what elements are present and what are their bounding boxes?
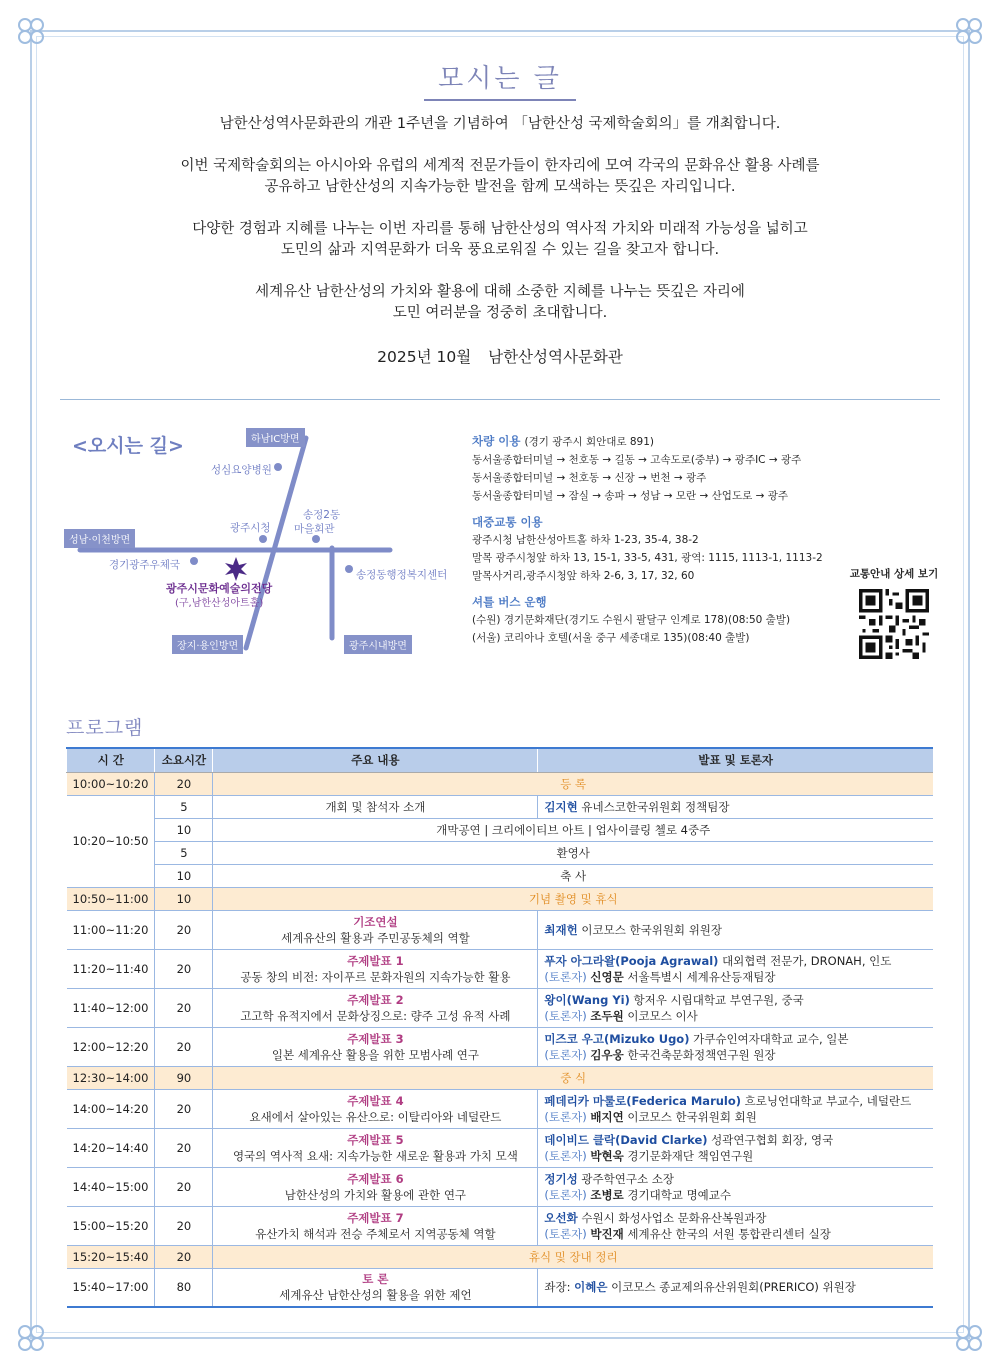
event-cell: 개막공연 | 크리에이티브 아트 | 업사이클링 첼로 4중주: [213, 818, 933, 841]
content-cell: [213, 1167, 538, 1206]
discussant-role: (토론자): [544, 969, 587, 984]
intro-line: 도민의 삶과 지역문화가 더욱 풍요로워질 수 있는 길을 찾고자 합니다.: [280, 242, 720, 258]
transit-heading: 대중교통 이용: [472, 515, 543, 529]
event-cell: 등 록: [213, 772, 933, 795]
table-row: [67, 1245, 934, 1268]
session-type: 기조연설: [353, 914, 398, 929]
invitation-text: [0, 114, 1000, 345]
qr-label: 교통안내 상세 보기: [849, 568, 939, 580]
corner-knot-icon: [10, 10, 56, 56]
intro-line: 세계유산 남한산성의 가치와 활용에 대해 소중한 지혜를 나누는 뜻깊은 자리에: [255, 284, 745, 300]
speaker-name: 페데리카 마룰로(Federica Marulo): [544, 1093, 742, 1108]
table-row: [67, 910, 934, 949]
directions: [472, 432, 842, 655]
route-line: 동서울종합터미널 → 천호동 → 길동 → 고속도로(중부) → 광주IC → 광주: [472, 454, 802, 466]
venue-former-name: (구,남한산성아트홀): [175, 598, 264, 609]
intro-line: 공유하고 남한산성의 지속가능한 발전을 함께 모색하는 뜻깊은 자리입니다.: [264, 179, 736, 195]
discussant-role: (토론자): [544, 1187, 587, 1202]
table-row: [67, 1167, 934, 1206]
content-cell: [213, 949, 538, 988]
venue-name: 광주시문화예술의전당: [166, 582, 273, 595]
duration-cell: 20: [155, 910, 213, 949]
time-cell: 15:40~17:00: [67, 1268, 155, 1307]
duration-cell: 90: [155, 1066, 213, 1089]
event-cell: 축 사: [213, 864, 933, 887]
signature-date: 2025년 10월: [377, 348, 472, 366]
time-cell: 12:30~14:00: [67, 1066, 155, 1089]
table-row: [67, 1206, 934, 1245]
table-row: [67, 1089, 934, 1128]
speaker-name: 김지현: [544, 799, 578, 814]
speaker-affiliation: 대외협력 전문가, DRONAH, 인도: [718, 953, 892, 968]
time-cell: 15:00~15:20: [67, 1206, 155, 1245]
content-cell: [213, 910, 538, 949]
session-title: 세계유산 남한산성의 활용을 위한 제언: [279, 1288, 472, 1303]
speaker-cell: [538, 795, 933, 818]
event-cell: 환영사: [213, 841, 933, 864]
time-cell: 11:40~12:00: [67, 988, 155, 1027]
map-title: <오시는 길>: [72, 435, 184, 457]
table-row: [67, 949, 934, 988]
program-title: 프로그램: [66, 717, 144, 739]
signature-org: 남한산성역사문화관: [488, 348, 623, 366]
signature: [0, 345, 1000, 367]
time-cell: 14:00~14:20: [67, 1089, 155, 1128]
location-map: [60, 420, 460, 660]
time-cell: 10:50~11:00: [67, 887, 155, 910]
speaker-affiliation: 항저우 시립대학교 부연구원, 중국: [629, 992, 804, 1007]
session-title: 공동 창의 비전: 자이푸르 문화자원의 지속가능한 활용: [240, 969, 511, 984]
time-cell: 11:00~11:20: [67, 910, 155, 949]
column-header: 시 간: [67, 748, 155, 772]
bus-line: 광주시청 남한산성아트홀 하차 1-23, 35-4, 38-2: [472, 534, 699, 546]
session-type: 주제발표 6: [347, 1171, 404, 1186]
speaker-affiliation: 이코모스 한국위원회 위원장: [577, 922, 723, 937]
speaker-affiliation: 성곽연구협회 회장, 영국: [707, 1132, 834, 1147]
content-cell: 개회 및 참석자 소개: [213, 795, 538, 818]
car-heading: [472, 432, 842, 451]
column-header: 발표 및 토론자: [538, 748, 933, 772]
time-cell: 11:20~11:40: [67, 949, 155, 988]
event-cell: 기념 촬영 및 휴식: [213, 887, 933, 910]
corner-knot-icon: [10, 1313, 56, 1359]
duration-cell: 20: [155, 1167, 213, 1206]
intro-paragraph: [0, 156, 1000, 198]
venue-label: [166, 581, 272, 611]
session-type: 주제발표 3: [347, 1031, 404, 1046]
table-row: [67, 1128, 934, 1167]
bus-line: 말목 광주시청앞 하차 13, 15-1, 33-5, 431, 광역: 1115, 1113-1, 1113-2: [472, 552, 823, 564]
session-type: 주제발표 4: [347, 1093, 404, 1108]
duration-cell: 10: [155, 818, 213, 841]
speaker-cell: [538, 1167, 933, 1206]
divider: [60, 399, 940, 400]
map-landmark: 성심요양병원: [211, 464, 272, 476]
table-row: [67, 1027, 934, 1066]
moderator-affiliation: 이코모스 종교제의유산위원회(PRERICO) 위원장: [607, 1280, 856, 1295]
session-type: 주제발표 5: [347, 1132, 404, 1147]
duration-cell: 20: [155, 772, 213, 795]
event-cell: 휴식 및 장내 정리: [213, 1245, 933, 1268]
venue-star-icon: [225, 557, 247, 581]
speaker-affiliation: 유네스코한국위원회 정책팀장: [577, 799, 730, 814]
direction-tag: 장지·용인방면: [172, 635, 243, 654]
discussant-affiliation: 서울특별시 세계유산등재팀장: [623, 969, 776, 984]
speaker-cell: [538, 988, 933, 1027]
time-cell: 14:40~15:00: [67, 1167, 155, 1206]
speaker-name: 미즈코 우고(Mizuko Ugo): [544, 1031, 690, 1046]
qr-section[interactable]: [846, 566, 942, 663]
table-row: [67, 1268, 934, 1307]
duration-cell: 20: [155, 1089, 213, 1128]
map-landmark: 광주시청: [230, 522, 271, 534]
discussant-role: (토론자): [544, 1226, 587, 1241]
intro-line: 남한산성역사문화관의 개관 1주년을 기념하여 「남한산성 국제학술회의」를 개최합니다.: [219, 116, 781, 132]
discussant-role: (토론자): [544, 1148, 587, 1163]
duration-cell: 20: [155, 1027, 213, 1066]
duration-cell: 20: [155, 949, 213, 988]
session-type: 토 론: [362, 1272, 389, 1287]
discussant-name: 박현욱: [590, 1148, 624, 1163]
discussant-affiliation: 경기문화재단 책임연구원: [623, 1148, 754, 1163]
table-row: [67, 818, 934, 841]
session-type: 주제발표 7: [347, 1210, 404, 1225]
duration-cell: 20: [155, 1128, 213, 1167]
duration-cell: 10: [155, 864, 213, 887]
direction-tag: 성남·이천방면: [64, 529, 135, 548]
duration-cell: 5: [155, 795, 213, 818]
session-title: 영국의 역사적 요새: 지속가능한 새로운 활용과 가치 모색: [232, 1148, 518, 1163]
column-header: 소요시간: [155, 748, 213, 772]
speaker-cell: [538, 1268, 933, 1307]
car-section: [472, 432, 842, 505]
bus-line: 말목사거리,광주시청앞 하차 2-6, 3, 17, 32, 60: [472, 570, 695, 582]
session-type: 주제발표 2: [347, 992, 404, 1007]
time-cell: 12:00~12:20: [67, 1027, 155, 1066]
time-cell: 10:20~10:50: [67, 795, 155, 887]
content-cell: [213, 1089, 538, 1128]
speaker-affiliation: 수원시 화성사업소 문화유산복원과장: [577, 1210, 767, 1225]
corner-knot-icon: [944, 1313, 990, 1359]
content-cell: [213, 988, 538, 1027]
discussant-affiliation: 한국건축문화정책연구원 원장: [623, 1047, 776, 1062]
intro-paragraph: [0, 219, 1000, 261]
table-row: [67, 772, 934, 795]
speaker-affiliation: 광주학연구소 소장: [577, 1171, 674, 1186]
qr-code-icon[interactable]: [859, 589, 929, 659]
duration-cell: 20: [155, 1206, 213, 1245]
discussant-affiliation: 이코모스 이사: [623, 1008, 698, 1023]
content-cell: [213, 1206, 538, 1245]
discussant-name: 배지연: [590, 1109, 624, 1124]
car-title: 차량 이용: [472, 434, 521, 448]
speaker-cell: [538, 1089, 933, 1128]
intro-line: 도민 여러분을 정중히 초대합니다.: [392, 305, 608, 321]
time-cell: 10:00~10:20: [67, 772, 155, 795]
table-header-row: [67, 748, 934, 772]
discussant-name: 조병로: [590, 1187, 624, 1202]
table-row: [67, 887, 934, 910]
discussant-name: 김우웅: [590, 1047, 624, 1062]
speaker-cell: [538, 1027, 933, 1066]
discussant-affiliation: 경기대학교 명예교수: [623, 1187, 732, 1202]
discussant-name: 신영문: [590, 969, 624, 984]
moderator-label: 좌장:: [544, 1280, 575, 1295]
content-cell: [213, 1268, 538, 1307]
map-landmark: 송정2동: [303, 509, 341, 521]
speaker-name: 푸자 아그라왈(Pooja Agrawal): [544, 953, 719, 968]
discussant-role: (토론자): [544, 1109, 587, 1124]
moderator-name: 이혜은: [574, 1280, 608, 1295]
route-line: 동서울종합터미널 → 천호동 → 신장 → 번천 → 광주: [472, 472, 707, 484]
speaker-name: 오선화: [544, 1210, 578, 1225]
intro-line: 이번 국제학술회의는 아시아와 유럽의 세계적 전문가들이 한자리에 모여 각국의 문화유산 활용 사례를: [180, 158, 820, 174]
content-cell: [213, 1027, 538, 1066]
intro-line: 다양한 경험과 지혜를 나누는 이번 자리를 통해 남한산성의 역사적 가치와 미래적 가능성을 넓히고: [192, 221, 808, 237]
intro-paragraph: [0, 114, 1000, 135]
shuttle-line: (수원) 경기문화재단(경기도 수원시 팔달구 인계로 178)(08:50 출발): [472, 614, 791, 626]
table-row: [67, 795, 934, 818]
speaker-cell: [538, 1128, 933, 1167]
speaker-cell: [538, 910, 933, 949]
speaker-cell: [538, 1206, 933, 1245]
duration-cell: 5: [155, 841, 213, 864]
column-header: 주요 내용: [213, 748, 538, 772]
session-title: 세계유산의 활용과 주민공동체의 역할: [281, 930, 470, 945]
shuttle-heading: 셔틀 버스 운행: [472, 595, 547, 609]
session-title: 일본 세계유산 활용을 위한 모범사례 연구: [271, 1047, 479, 1062]
table-row: [67, 841, 934, 864]
discussant-role: (토론자): [544, 1047, 587, 1062]
page-title: 모시는 글: [424, 58, 576, 101]
shuttle-line: (서울) 코리아나 호텔(서울 중구 세종대로 135)(08:40 출발): [472, 632, 750, 644]
table-row: [67, 864, 934, 887]
map-landmark: 마을회관: [294, 523, 335, 535]
map-landmark: 경기광주우체국: [109, 559, 181, 571]
discussant-affiliation: 이코모스 한국위원회 회원: [623, 1109, 757, 1124]
speaker-name: 정기성: [544, 1171, 578, 1186]
program-table: [66, 747, 933, 1308]
speaker-cell: [538, 949, 933, 988]
duration-cell: 20: [155, 988, 213, 1027]
duration-cell: 80: [155, 1268, 213, 1307]
duration-cell: 20: [155, 1245, 213, 1268]
content-cell: [213, 1128, 538, 1167]
direction-tag: 광주시내방면: [344, 635, 412, 654]
speaker-affiliation: 흐로닝언대학교 부교수, 네덜란드: [741, 1093, 912, 1108]
discussant-role: (토론자): [544, 1008, 587, 1023]
table-row: [67, 1066, 934, 1089]
direction-tag: 하남IC방면: [246, 428, 305, 447]
time-cell: 15:20~15:40: [67, 1245, 155, 1268]
session-title: 남한산성의 가치와 활용에 관한 연구: [284, 1187, 467, 1202]
event-cell: 중 식: [213, 1066, 933, 1089]
discussant-name: 조두원: [590, 1008, 624, 1023]
session-title: 유산가치 해석과 전승 주체로서 지역공동체 역할: [255, 1226, 496, 1241]
car-address: (경기 광주시 회안대로 891): [524, 436, 655, 448]
discussant-affiliation: 세계유산 한국의 서원 통합관리센터 실장: [623, 1226, 831, 1241]
intro-paragraph: [0, 282, 1000, 324]
route-line: 동서울종합터미널 → 잠실 → 송파 → 성남 → 모란 → 산업도로 → 광주: [472, 490, 788, 502]
session-title: 요새에서 살아있는 유산으로: 이탈리아와 네덜란드: [249, 1109, 502, 1124]
shuttle-section: [472, 593, 842, 647]
session-title: 고고학 유적지에서 문화상징으로: 량주 고성 유적 사례: [240, 1008, 511, 1023]
speaker-affiliation: 가쿠슈인여자대학교 교수, 일본: [689, 1031, 849, 1046]
discussant-name: 박진재: [590, 1226, 624, 1241]
speaker-name: 최재헌: [544, 922, 578, 937]
time-cell: 14:20~14:40: [67, 1128, 155, 1167]
session-type: 주제발표 1: [347, 953, 404, 968]
duration-cell: 10: [155, 887, 213, 910]
table-row: [67, 988, 934, 1027]
speaker-name: 데이비드 클락(David Clarke): [544, 1132, 708, 1147]
speaker-name: 왕이(Wang Yi): [544, 992, 630, 1007]
corner-knot-icon: [944, 10, 990, 56]
transit-section: [472, 513, 842, 585]
map-landmark: 송정동행정복지센터: [356, 569, 448, 581]
